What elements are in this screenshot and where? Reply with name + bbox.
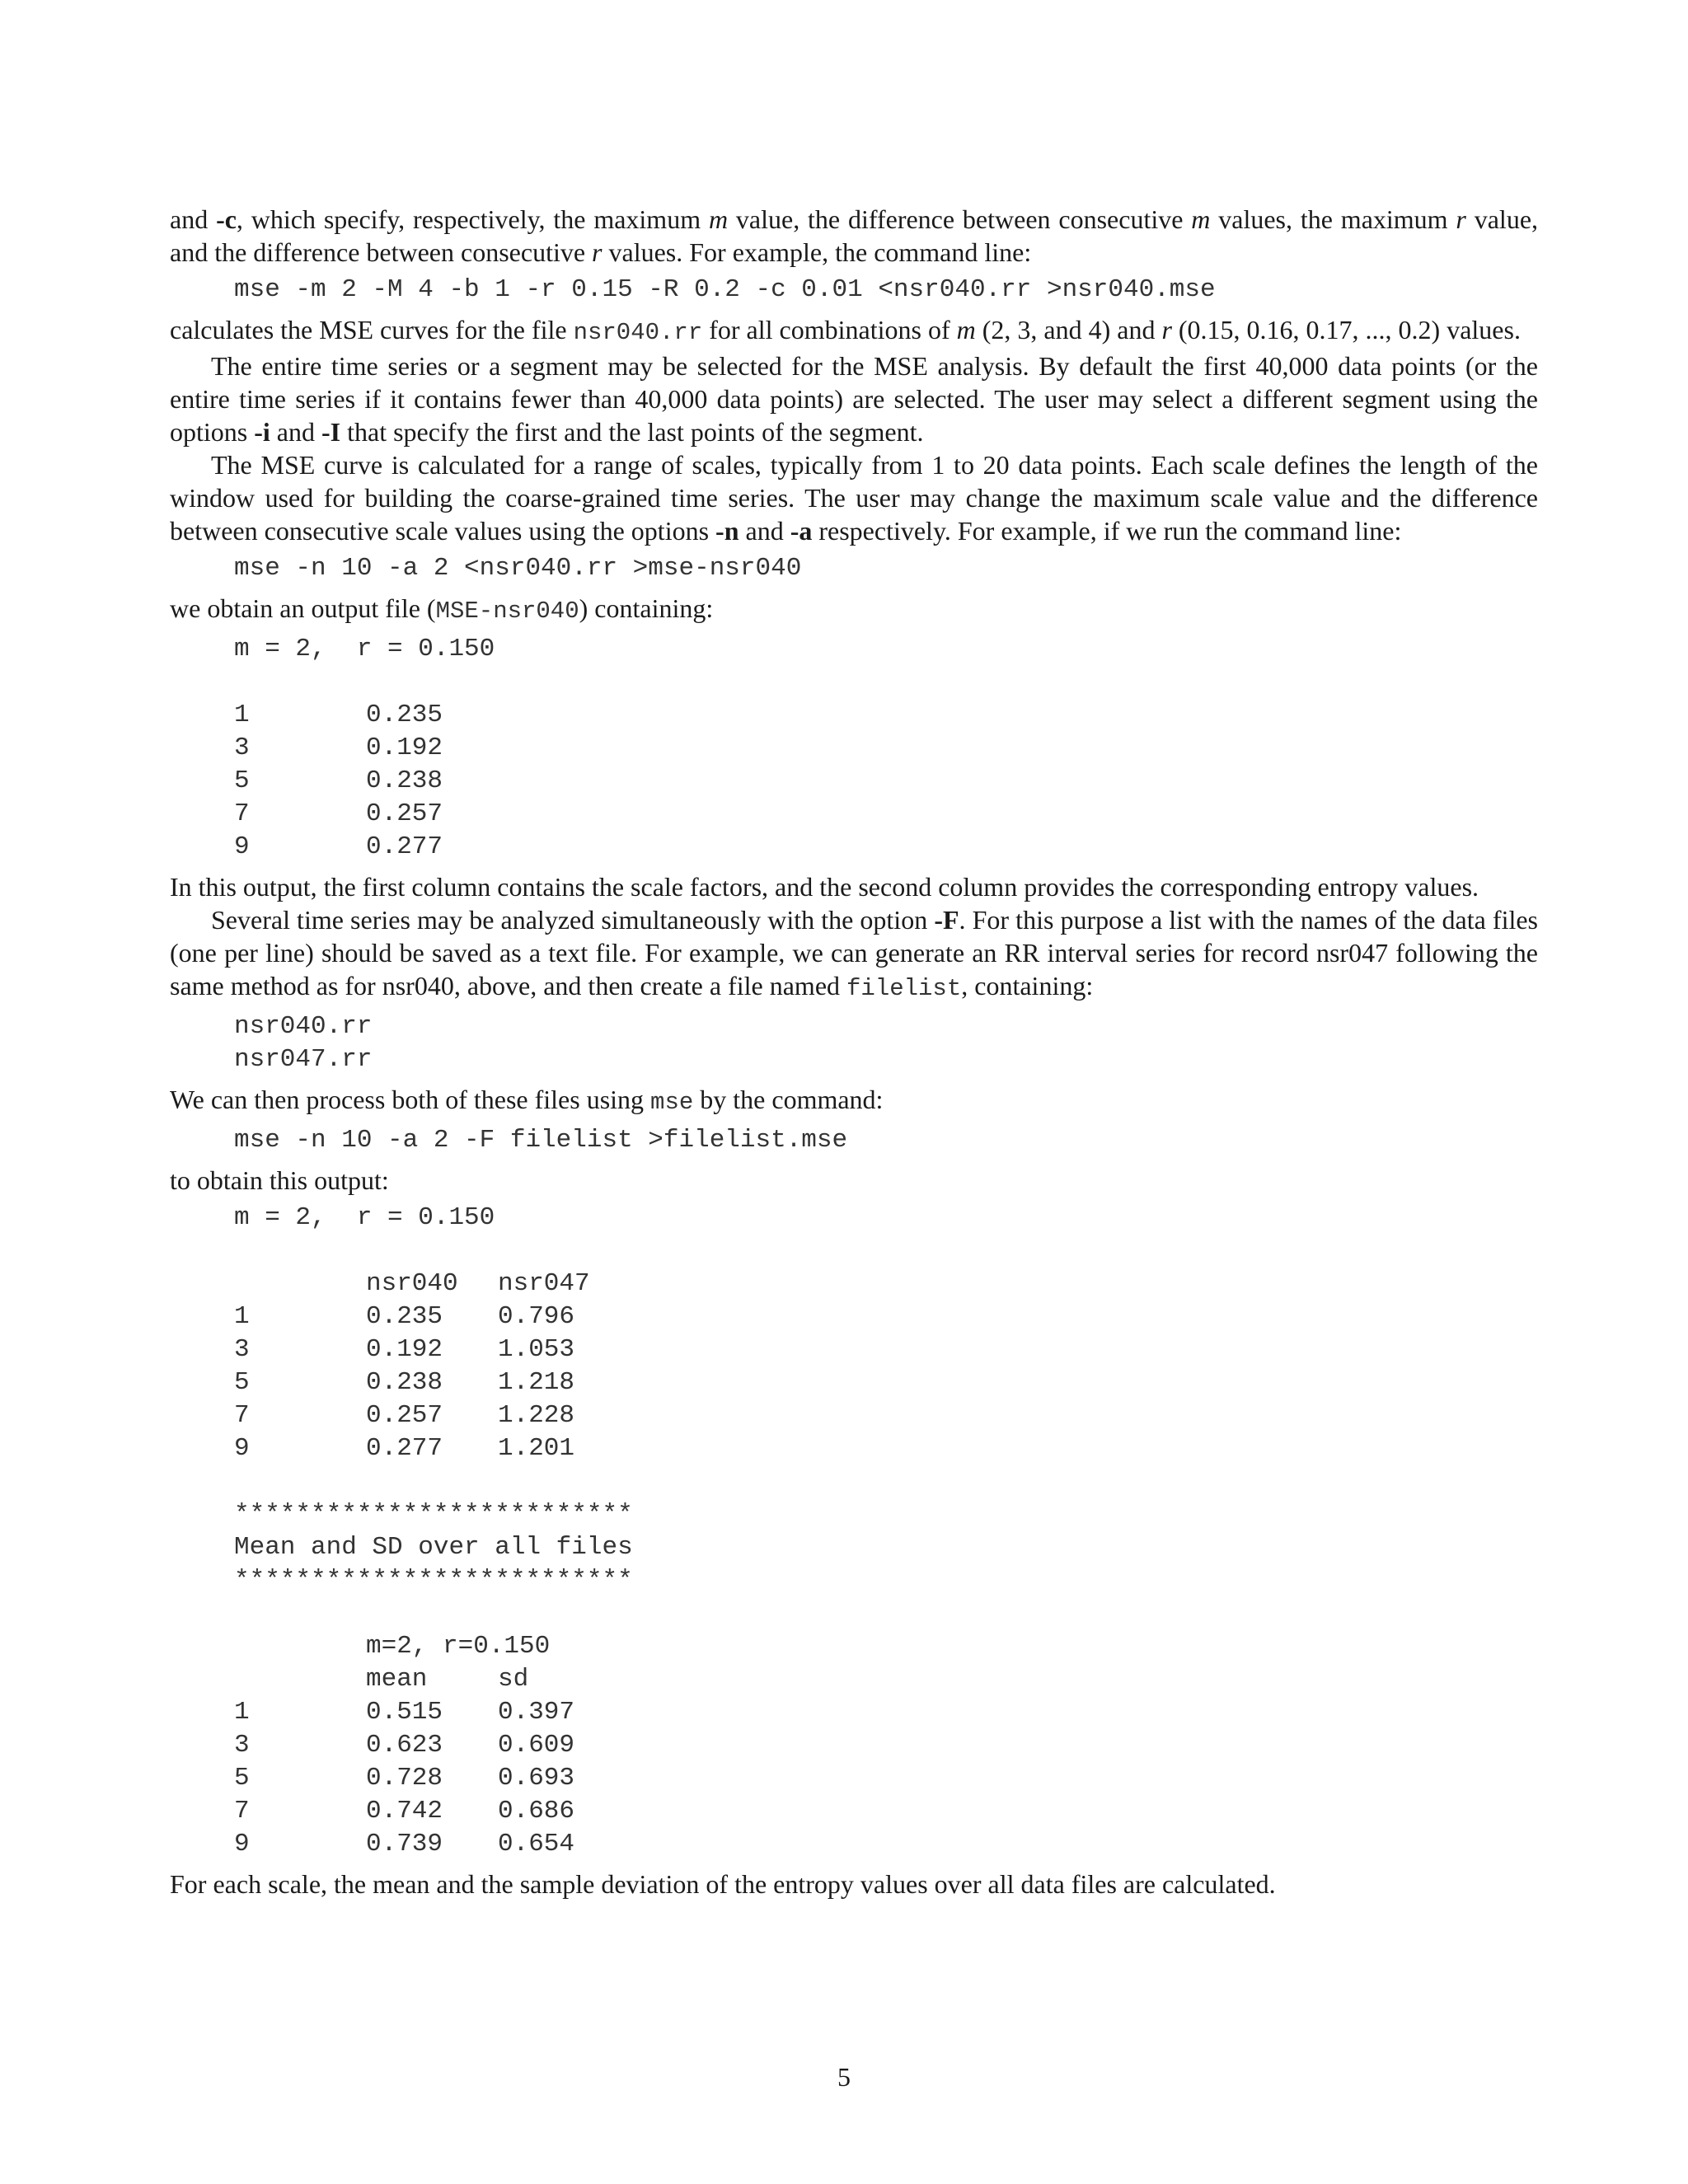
paragraph-segment-selection [170,349,1538,448]
filelist-entry: nsr040.rr [234,1012,373,1041]
table-row [234,699,1538,732]
var-r: r [592,237,603,267]
scale-cell: 1 [234,1698,250,1727]
value-cell: 1.218 [498,1368,575,1397]
text: and [170,204,217,234]
paragraph-mean-sd: For each scale, the mean and the sample deviation of the entropy values over all data files are calculated. [170,1869,1276,1899]
value-cell: 1.201 [498,1434,575,1463]
table-row [234,831,1538,864]
command-line-3 [234,1124,1538,1157]
option-n: -n [715,516,739,546]
text: The entire time series or a segment may be selected for the MSE analysis. By default the first 40,000 data points (or the entire time series if it contains fewer than 40,000 data points) are selected. The user may select a different segment using the options [170,351,1538,447]
value-cell: 0.235 [366,1302,443,1331]
var-r: r [1161,315,1172,344]
var-m: m [708,204,729,234]
value-cell: 1.228 [498,1401,575,1430]
text: Several time series may be analyzed simultaneously with the option [211,905,935,935]
scale-cell: 5 [234,1368,250,1397]
paragraph-multiple-series [170,903,1538,1005]
scale-cell: 9 [234,1830,250,1858]
mean-cell: 0.739 [366,1830,443,1858]
page-number: 5 [837,2062,851,2092]
scale-cell: 3 [234,1335,250,1364]
table-row [234,1333,1538,1366]
value-cell: 0.235 [366,701,443,729]
command-line-2 [234,552,1538,585]
paragraph-mse-curves [170,313,1538,349]
value-cell: 0.192 [366,733,443,762]
value-cell: 0.277 [366,1434,443,1463]
text: value, the difference between consecutive [728,204,1192,234]
summary-header: m=2, r=0.150 [366,1632,551,1661]
summary-title: Mean and SD over all files [234,1533,633,1562]
text: , containing: [961,971,1094,1001]
value-cell: 1.053 [498,1335,575,1364]
text: and [270,417,321,447]
text: ) containing: [579,593,714,623]
table-row [234,1696,1538,1729]
text: that specify the first and the last points of the segment. [340,417,924,447]
sd-cell: 0.654 [498,1830,575,1858]
table-row [234,1762,1538,1795]
paragraph-process-files [170,1083,1538,1119]
value-cell: 0.238 [366,1368,443,1397]
scale-cell: 7 [234,1797,250,1825]
var-m: m [956,315,976,344]
text: (0.15, 0.16, 0.17, ..., 0.2) values. [1171,315,1521,344]
text: we obtain an output file ( [170,593,436,623]
text: values. For example, the command line: [602,237,1032,267]
table-header-row [234,1268,1538,1301]
var-m: m [1191,204,1211,234]
sd-cell: 0.693 [498,1764,575,1793]
output-block-2 [234,1202,1538,1861]
option-a: -a [790,516,813,546]
mean-cell: 0.728 [366,1764,443,1793]
scale-cell: 3 [234,733,250,762]
text: The MSE curve is calculated for a range of scales, typically from 1 to 20 data points. Each scale defines the length of the window used for building the coarse-grained time series. The user may change the maximum scale value and the difference between consecutive scale values using the options [170,450,1538,546]
scale-cell: 1 [234,1302,250,1331]
scale-cell: 7 [234,1401,250,1430]
value-cell: 0.192 [366,1335,443,1364]
table-row [234,1399,1538,1432]
scale-cell: 1 [234,701,250,729]
column-header: sd [498,1665,529,1694]
summary-header-row [234,1630,1538,1663]
separator-stars: ************************** [234,1566,633,1595]
text: , which specify, respectively, the maximum [236,204,709,234]
text: values, the maximum [1210,204,1456,234]
scale-cell: 5 [234,766,250,795]
output-block-1 [234,633,1538,864]
value-cell: 0.238 [366,766,443,795]
scale-cell: 5 [234,1764,250,1793]
value-cell: 0.796 [498,1302,575,1331]
scale-cell: 9 [234,832,250,861]
mean-cell: 0.623 [366,1731,443,1760]
summary-columns-row [234,1663,1538,1696]
text: for all combinations of [702,315,957,344]
mean-cell: 0.742 [366,1797,443,1825]
filename-code: filelist [846,975,962,1002]
table-row [234,798,1538,831]
table-row [234,765,1538,798]
text: value, and the difference between consecutive [170,204,1539,267]
scale-cell: 3 [234,1731,250,1760]
column-header: mean [366,1665,428,1694]
command-text: mse -n 10 -a 2 -F filelist >filelist.mse [234,1126,848,1155]
option-c: -c [216,204,237,234]
sd-cell: 0.397 [498,1698,575,1727]
value-cell: 0.257 [366,1401,443,1430]
text: . For this purpose a list with the names of the data files (one per line) should be saved as a text file. For example, we can generate an RR interval series for record nsr047 following the same method as for nsr040, above, and then create a file named [170,905,1539,1001]
command-line-1 [234,274,1538,307]
table-row [234,1828,1538,1861]
scale-cell: 9 [234,1434,250,1463]
paragraph-output-file [170,592,1538,628]
value-cell: 0.257 [366,799,443,828]
program-code: mse [650,1089,694,1116]
text: (2, 3, and 4) and [975,315,1162,344]
option-I: -I [321,417,341,447]
page-content [170,203,1538,1900]
command-text: mse -m 2 -M 4 -b 1 -r 0.15 -R 0.2 -c 0.01 <nsr040.rr >nsr040.mse [234,275,1216,304]
paragraph-scales [170,448,1538,547]
output-header: m = 2, r = 0.150 [234,1203,495,1232]
table-row [234,1301,1538,1333]
text: and [738,516,790,546]
table-row [234,732,1538,765]
paragraph-options-description [170,203,1538,269]
option-i: -i [254,417,270,447]
filename-code: nsr040.rr [573,319,703,346]
table-row [234,1432,1538,1465]
text: calculates the MSE curves for the file [170,315,574,344]
table-row [234,1795,1538,1828]
text: by the command: [693,1085,884,1114]
table-row [234,1366,1538,1399]
column-header: nsr040 [366,1269,458,1298]
scale-cell: 7 [234,799,250,828]
value-cell: 0.277 [366,832,443,861]
sd-cell: 0.609 [498,1731,575,1760]
output-header: m = 2, r = 0.150 [234,635,495,663]
separator-stars: ************************** [234,1500,633,1529]
paragraph-obtain-output: to obtain this output: [170,1165,389,1195]
var-r: r [1456,204,1466,234]
text: We can then process both of these files using [170,1085,651,1114]
text: respectively. For example, if we run the command line: [812,516,1402,546]
column-header: nsr047 [498,1269,590,1298]
filename-code: MSE-nsr040 [435,598,579,625]
command-text: mse -n 10 -a 2 <nsr040.rr >mse-nsr040 [234,554,802,583]
filelist-entry: nsr047.rr [234,1045,373,1074]
paragraph-output-explanation: In this output, the first column contains the scale factors, and the second column provides the corresponding entropy values. [170,872,1479,902]
option-F: -F [934,905,959,935]
mean-cell: 0.515 [366,1698,443,1727]
filelist-block [234,1010,1538,1076]
table-row [234,1729,1538,1762]
sd-cell: 0.686 [498,1797,575,1825]
